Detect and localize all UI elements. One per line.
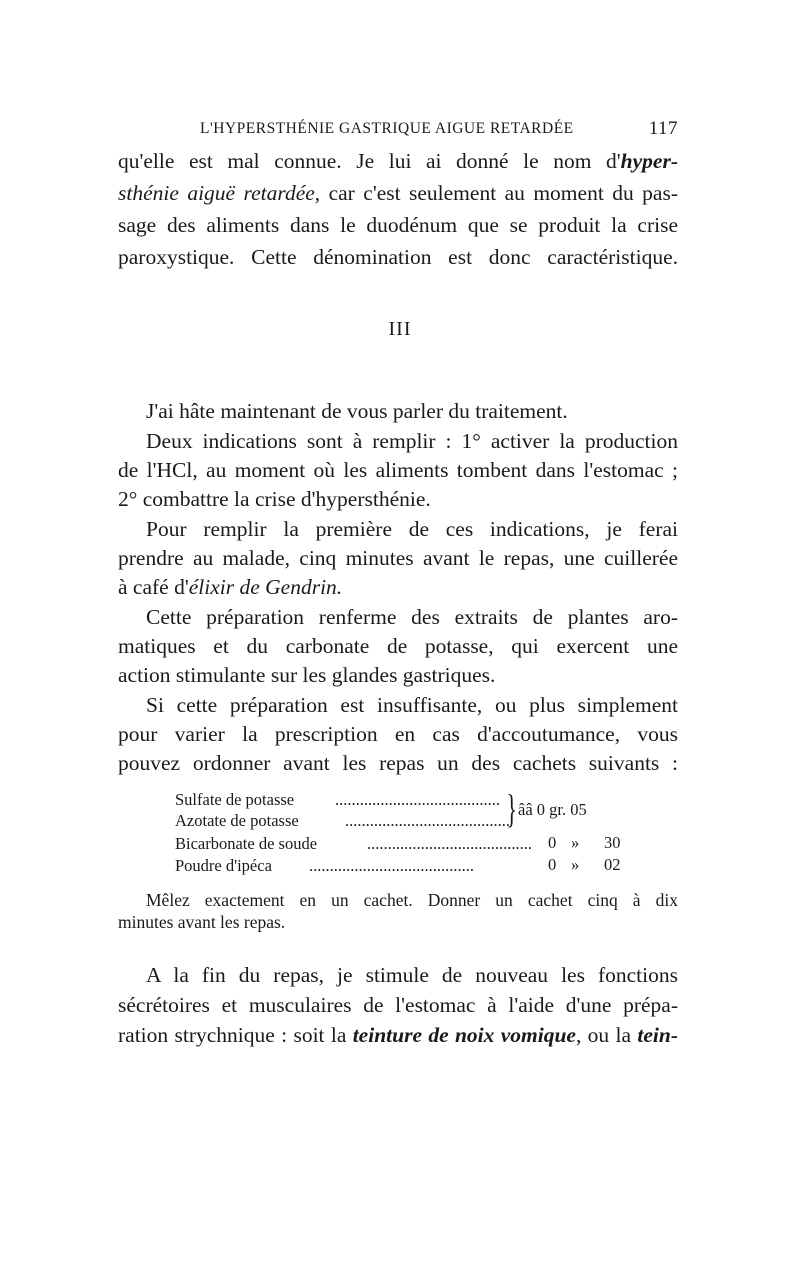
- text-line: J'ai hâte maintenant de vous parler du traitement.: [146, 399, 568, 423]
- text-line: minutes avant les repas.: [118, 912, 286, 932]
- dose-value: »: [571, 833, 580, 852]
- text-line: Pour remplir la première de ces indications, je ferai: [146, 517, 678, 541]
- text-line: sécrétoires et musculaires de l'estomac à l'aide d'une prépa-: [118, 993, 678, 1017]
- text-line: à café d'élixir de Gendrin.: [118, 575, 343, 599]
- text-line: Deux indications sont à remplir : 1° activer la production: [146, 429, 678, 453]
- text-line: Mêlez exactement en un cachet. Donner un cachet cinq à dix: [146, 890, 678, 910]
- text-line: prendre au malade, cinq minutes avant le repas, une cuillerée: [118, 546, 678, 570]
- text-line: A la fin du repas, je stimule de nouveau les fonctions: [146, 963, 678, 987]
- text-line: ration strychnique : soit la teinture de noix vomique, ou la tein-: [118, 1023, 678, 1047]
- text-line: 2° combattre la crise d'hypersthénie.: [118, 487, 431, 511]
- prescription-item: Sulfate de potasse ........................................: [175, 790, 500, 809]
- prescription-item: Bicarbonate de soude ........................................: [175, 834, 532, 853]
- dose-value: 0: [548, 855, 557, 874]
- text-line: Cette préparation renferme des extraits de plantes aro-: [146, 605, 678, 629]
- running-title: L'HYPERSTHÉNIE GASTRIQUE AIGUE RETARDÉE: [200, 120, 574, 137]
- running-head: [118, 118, 678, 142]
- text-line: matiques et du carbonate de potasse, qui exercent une: [118, 634, 678, 658]
- text-line: sthénie aiguë retardée, car c'est seulement au moment du pas-: [118, 181, 678, 205]
- prescription-item: Poudre d'ipéca ........................................: [175, 856, 474, 875]
- text-line: pouvez ordonner avant les repas un des cachets suivants :: [118, 751, 678, 775]
- section-heading: III: [388, 318, 412, 340]
- dose-value: »: [571, 855, 580, 874]
- shared-dose: ââ 0 gr. 05: [518, 800, 587, 819]
- text-line: de l'HCl, au moment où les aliments tombent dans l'estomac ;: [118, 458, 678, 482]
- dose-value: 30: [604, 833, 621, 852]
- dose-value: 0: [548, 833, 557, 852]
- dose-value: 02: [604, 855, 621, 874]
- page-number: 117: [648, 118, 678, 139]
- prescription-item: Azotate de potasse ........................................: [175, 811, 510, 830]
- text-line: Si cette préparation est insuffisante, ou plus simplement: [146, 693, 678, 717]
- text-line: qu'elle est mal connue. Je lui ai donné le nom d'hyper-: [118, 149, 678, 173]
- text-line: pour varier la prescription en cas d'accoutumance, vous: [118, 722, 678, 746]
- brace-symbol: }: [506, 786, 517, 831]
- text-line: paroxystique. Cette dénomination est donc caractéristique.: [118, 245, 678, 269]
- text-line: sage des aliments dans le duodénum que se produit la crise: [118, 213, 678, 237]
- text-line: action stimulante sur les glandes gastriques.: [118, 663, 496, 687]
